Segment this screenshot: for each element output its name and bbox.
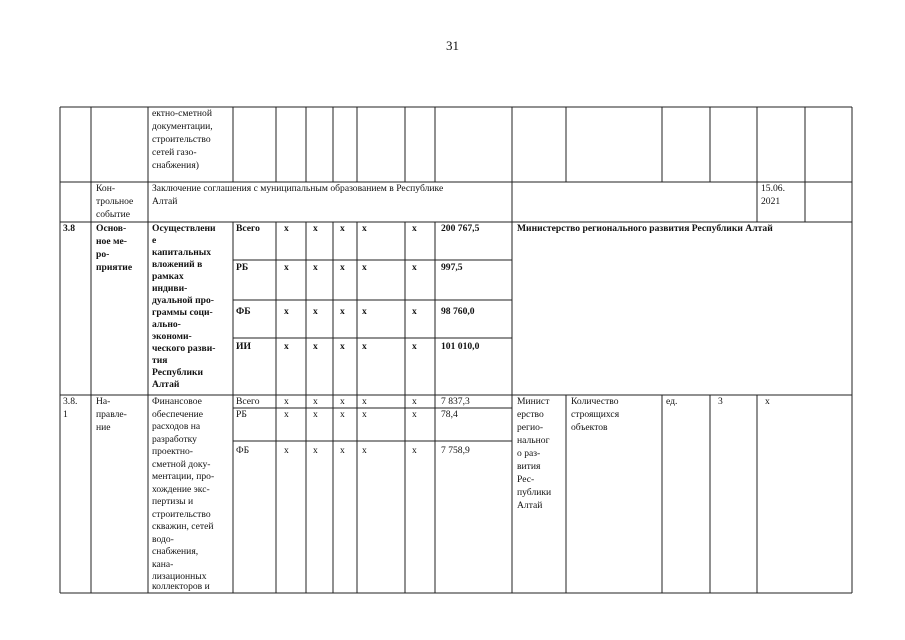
funding-cell: х bbox=[313, 223, 318, 234]
row-number-line: 1 bbox=[63, 409, 68, 420]
row-name-line: пертизы и bbox=[152, 496, 194, 507]
executor-line: вития bbox=[517, 461, 541, 472]
funding-cell: х bbox=[284, 306, 289, 317]
funding-amount: 7 758,9 bbox=[441, 445, 470, 456]
funding-amount: 200 767,5 bbox=[441, 223, 480, 234]
row-name-line: тия bbox=[152, 355, 168, 366]
executor-line: публики bbox=[517, 487, 552, 498]
row-name-line: рамках bbox=[152, 271, 184, 282]
row-name-line: экономи- bbox=[152, 331, 192, 342]
indicator-line: объектов bbox=[571, 422, 608, 433]
row-type-line: ние bbox=[96, 422, 111, 433]
row-name-line: индиви- bbox=[152, 283, 188, 294]
funding-amount: 997,5 bbox=[441, 262, 463, 273]
row-name-line: разработку bbox=[152, 433, 197, 445]
executor-line: Алтай bbox=[517, 500, 543, 511]
funding-cell: х bbox=[313, 341, 318, 352]
row-type-line: ное ме- bbox=[96, 236, 127, 247]
row-name-line: расходов на bbox=[152, 421, 201, 432]
row-name-line: капитальных bbox=[152, 247, 212, 258]
event-type-line: событие bbox=[96, 209, 130, 220]
funding-cell: х bbox=[412, 396, 417, 407]
row-name-line: снабжения, bbox=[152, 546, 199, 557]
row-type-line: правле- bbox=[96, 409, 127, 420]
row-name-line: Финансовое bbox=[152, 396, 202, 407]
text-line: ектно-сметной bbox=[152, 108, 212, 119]
funding-cell: х bbox=[284, 445, 289, 456]
funding-cell: х bbox=[340, 262, 345, 273]
funding-source: ФБ bbox=[236, 445, 250, 456]
event-description-line: Алтай bbox=[152, 196, 178, 207]
row-executor: Министерство регионального развития Республики Алтай bbox=[517, 223, 773, 234]
funding-source: РБ bbox=[236, 409, 247, 420]
funding-cell: х bbox=[362, 396, 367, 407]
indicator-line: строящихся bbox=[571, 409, 620, 420]
funding-cell: х bbox=[340, 445, 345, 456]
executor-line: нальног bbox=[517, 435, 550, 446]
funding-cell: х bbox=[340, 306, 345, 317]
indicator-extra: х bbox=[765, 396, 770, 407]
funding-source: ИИ bbox=[236, 341, 251, 352]
executor-line: ерство bbox=[517, 409, 544, 420]
funding-cell: х bbox=[362, 445, 367, 456]
row-name-line: ментации, про- bbox=[152, 471, 215, 482]
funding-cell: х bbox=[412, 262, 417, 273]
funding-cell: х bbox=[412, 223, 417, 234]
funding-amount: 98 760,0 bbox=[441, 306, 475, 317]
funding-cell: х bbox=[340, 223, 345, 234]
executor-line: о раз- bbox=[517, 448, 541, 459]
funding-cell: х bbox=[340, 396, 345, 407]
funding-cell: х bbox=[313, 409, 318, 420]
funding-cell: х bbox=[362, 262, 367, 273]
row-name-line: граммы соци- bbox=[152, 307, 213, 318]
row-name-line: водо- bbox=[152, 533, 174, 545]
text-line: документации, bbox=[152, 121, 213, 132]
row-name-line: коллекторов и bbox=[152, 581, 210, 592]
funding-cell: х bbox=[362, 341, 367, 352]
row-name-line: сметной доку- bbox=[152, 458, 211, 470]
funding-cell: х bbox=[412, 445, 417, 456]
funding-cell: х bbox=[412, 409, 417, 420]
funding-cell: х bbox=[313, 445, 318, 456]
row-name-line: ческого разви- bbox=[152, 343, 216, 354]
row-name-line: Алтай bbox=[152, 379, 180, 390]
funding-cell: х bbox=[340, 409, 345, 420]
funding-amount: 7 837,3 bbox=[441, 396, 470, 407]
funding-cell: х bbox=[313, 306, 318, 317]
funding-cell: х bbox=[313, 262, 318, 273]
event-type-line: Кон- bbox=[96, 183, 116, 194]
funding-cell: х bbox=[313, 396, 318, 407]
row-name-line: е bbox=[152, 235, 157, 246]
row-name-line: обеспечение bbox=[152, 408, 204, 420]
funding-source: ФБ bbox=[236, 306, 251, 317]
funding-source: РБ bbox=[236, 262, 249, 273]
event-date-line: 2021 bbox=[761, 196, 781, 207]
funding-cell: х bbox=[284, 262, 289, 273]
row-name-line: Республики bbox=[152, 367, 204, 378]
executor-line: Минист bbox=[517, 396, 550, 407]
funding-source: Всего bbox=[236, 223, 260, 234]
row-type-line: Основ- bbox=[96, 223, 127, 234]
funding-cell: х bbox=[340, 341, 345, 352]
funding-cell: х bbox=[284, 409, 289, 420]
indicator-line: Количество bbox=[571, 396, 619, 407]
funding-cell: х bbox=[362, 223, 367, 234]
row-number-line: 3.8. bbox=[63, 396, 78, 407]
row-name-line: вложений в bbox=[152, 259, 203, 270]
row-name-line: лизационных bbox=[152, 571, 207, 582]
page-number: 31 bbox=[446, 38, 459, 53]
event-description-line: Заключение соглашения с муниципальным образованием в Республике bbox=[152, 183, 444, 194]
row-name-line: дуальной про- bbox=[152, 295, 214, 306]
row-number: 3.8 bbox=[63, 223, 75, 234]
row-type-line: приятие bbox=[96, 262, 133, 273]
text-line: строительство bbox=[152, 134, 211, 145]
event-type-line: трольное bbox=[96, 196, 134, 207]
funding-amount: 101 010,0 bbox=[441, 341, 480, 352]
indicator-unit: ед. bbox=[666, 396, 678, 407]
funding-cell: х bbox=[284, 341, 289, 352]
funding-cell: х bbox=[284, 396, 289, 407]
funding-cell: х bbox=[284, 223, 289, 234]
row-type-line: На- bbox=[96, 396, 111, 407]
row-name-line: ально- bbox=[152, 319, 181, 330]
executor-line: Рес- bbox=[517, 474, 535, 485]
executor-line: регио- bbox=[517, 422, 544, 433]
funding-cell: х bbox=[412, 306, 417, 317]
row-name-line: скважин, сетей bbox=[152, 521, 214, 532]
row-type-line: ро- bbox=[96, 249, 110, 260]
row-name-line: хождение экс- bbox=[152, 483, 210, 495]
funding-cell: х bbox=[362, 306, 367, 317]
text-line: сетей газо- bbox=[152, 147, 197, 158]
funding-amount: 78,4 bbox=[441, 409, 458, 420]
funding-source: Всего bbox=[236, 396, 260, 407]
row-name-line: строительство bbox=[152, 508, 211, 520]
text-line: снабжения) bbox=[152, 160, 199, 171]
event-date-line: 15.06. bbox=[761, 183, 785, 194]
funding-cell: х bbox=[362, 409, 367, 420]
indicator-value: 3 bbox=[718, 396, 723, 407]
row-name-line: проектно- bbox=[152, 446, 193, 457]
funding-cell: х bbox=[412, 341, 417, 352]
row-name-line: кана- bbox=[152, 558, 174, 570]
row-name-line: Осуществлени bbox=[152, 223, 216, 234]
